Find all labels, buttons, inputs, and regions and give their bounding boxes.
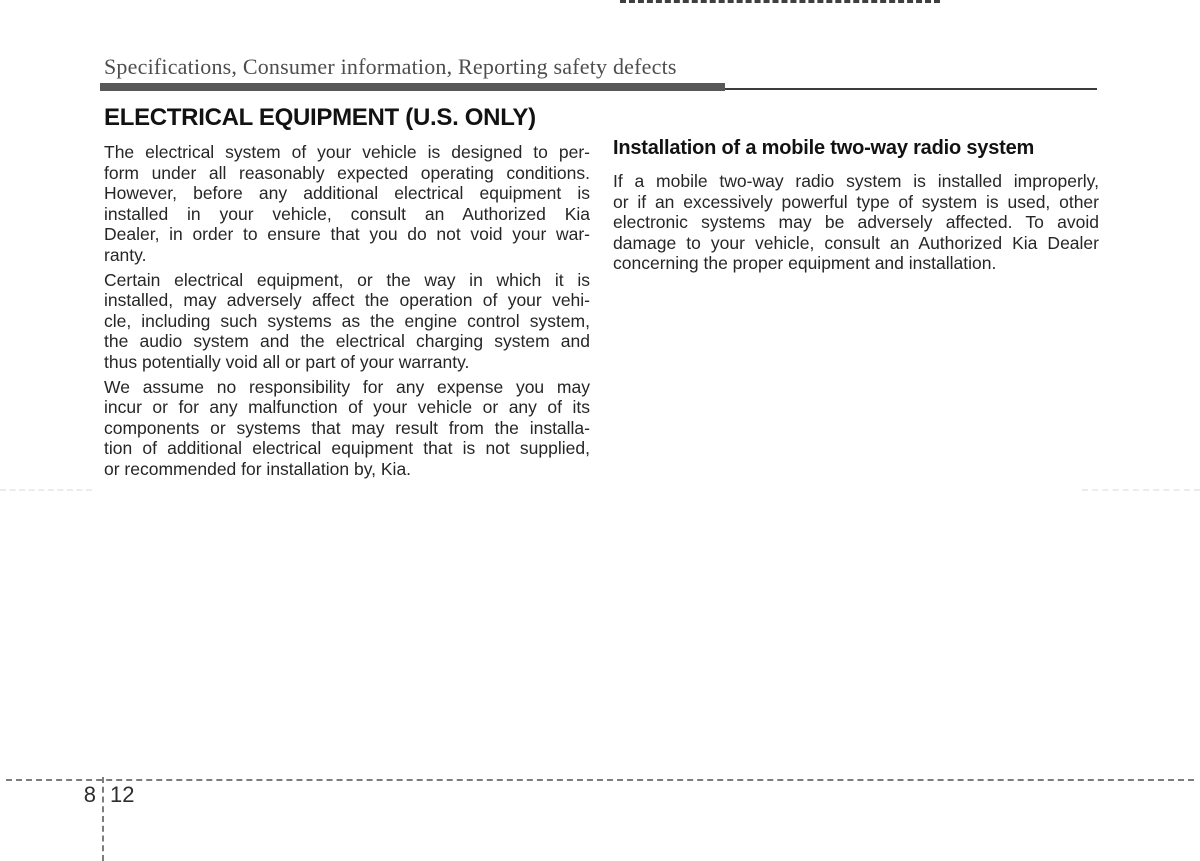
header-rule-thin [725, 88, 1097, 90]
scan-artifact-dash-right [1082, 489, 1200, 491]
scan-artifact-dash-left [0, 489, 92, 491]
top-edge-dashed-line [620, 0, 940, 3]
body-paragraph: Certain electrical equipment, or the way in which it is installed, may adversely affect the operation of your vehi- cle, including such systems as the engine control system, the audio system and the electrical charging system and thus potentially void all or part of your warranty. [104, 269, 590, 372]
body-paragraph: If a mobile two-way radio system is installed improperly, or if an excessively powerful type of system is used, other electronic systems may be adversely affected. To avoid damage to your vehicle, consult an Authorized Kia Dealer concerning the proper equipment and installation. [613, 171, 1099, 274]
chapter-number: 8 [83, 782, 96, 807]
right-column [613, 137, 1099, 278]
header-rule-thick [100, 83, 725, 91]
page-number: 12 [110, 782, 135, 807]
chapter-breadcrumb: Specifications, Consumer information, Reporting safety defects [104, 54, 677, 79]
left-column [104, 104, 590, 484]
page-title: ELECTRICAL EQUIPMENT (U.S. ONLY) [104, 104, 536, 131]
footer-vertical-divider [102, 777, 104, 861]
footer-dashed-divider [6, 779, 1194, 781]
body-paragraph: The electrical system of your vehicle is designed to per- form under all reasonably expected operating conditions. However, before any additional electrical equipment is installed in your vehicle, consult an Authorized Kia Dealer, in order to ensure that you do not void your war- ranty. [104, 142, 590, 265]
section-heading: Installation of a mobile two-way radio system [613, 137, 1035, 159]
body-paragraph: We assume no responsibility for any expense you may incur or for any malfunction of your vehicle or any of its components or systems that may result from the installa- tion of additional electrical equipment that is not supplied, or recommended for installation by, Kia. [104, 376, 590, 479]
